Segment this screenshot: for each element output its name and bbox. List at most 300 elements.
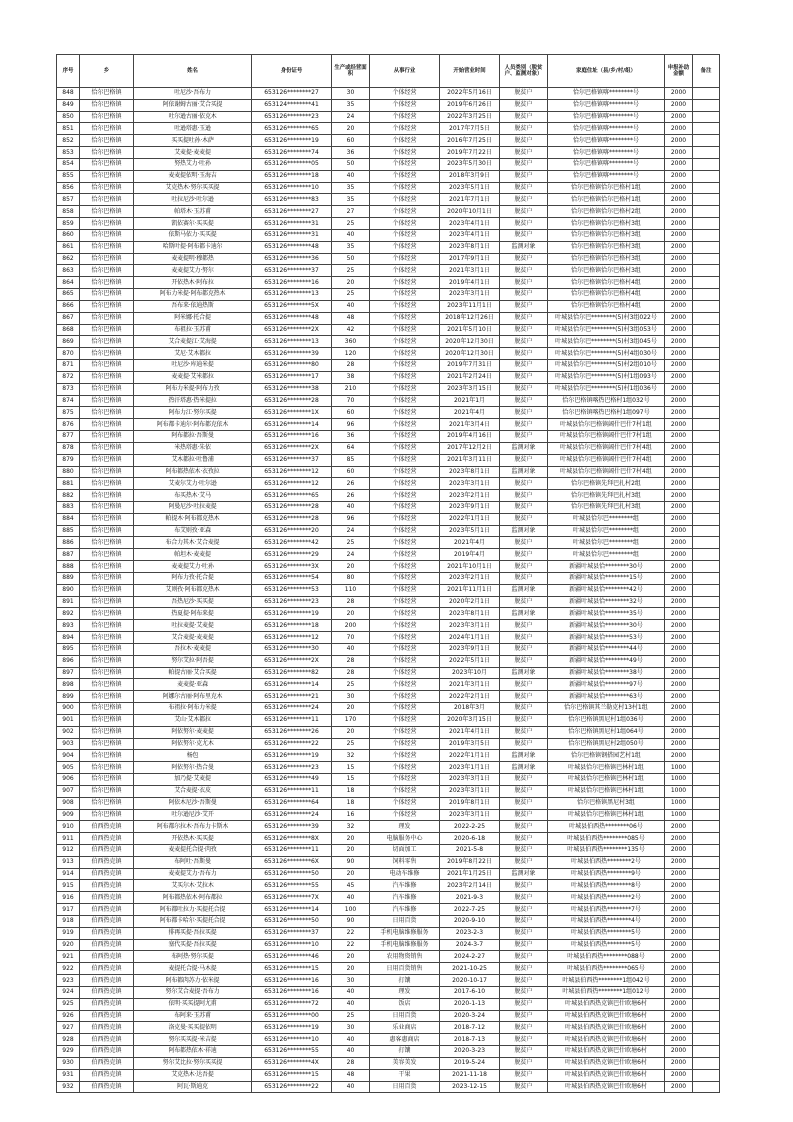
cell-address: 叶城县恰尔巴********(5)村1组093号: [548, 371, 665, 383]
cell-address: 新疆叶城县恰********35号: [548, 608, 665, 620]
cell-index: 921: [57, 951, 80, 963]
cell-id-number: 653126********48: [252, 241, 332, 253]
cell-amount: 2000: [665, 726, 693, 738]
table-row: [57, 833, 720, 845]
cell-township: 恰尔巴格镇: [80, 561, 134, 573]
cell-start-date: 2023年10月: [440, 667, 500, 679]
cell-category: 脱贫户: [500, 501, 548, 513]
table-row: [57, 501, 720, 513]
cell-index: 879: [57, 454, 80, 466]
cell-remarks: [693, 738, 720, 750]
cell-amount: 2000: [665, 206, 693, 218]
table-row: [57, 608, 720, 620]
cell-industry: 日用百货: [370, 915, 440, 927]
cell-industry: 个体经营: [370, 371, 440, 383]
table-row: [57, 1046, 720, 1058]
cell-start-date: 2020-3-23: [440, 1046, 500, 1058]
cell-address: 叶城县恰尔巴格镇巴林村1组: [548, 785, 665, 797]
cell-remarks: [693, 774, 720, 786]
cell-name: 艾买尔木·艾拉木: [134, 880, 252, 892]
cell-remarks: [693, 868, 720, 880]
cell-address: 恰尔巴格镇喀********号: [548, 147, 665, 159]
table-row: [57, 821, 720, 833]
cell-name: 艾麦提·麦麦提: [134, 147, 252, 159]
cell-start-date: 2016年7月25日: [440, 135, 500, 147]
cell-township: 伯西热克镇: [80, 915, 134, 927]
cell-address: 恰尔巴格镇喀********号: [548, 170, 665, 182]
cell-area: 16: [332, 809, 370, 821]
cell-area: 32: [332, 821, 370, 833]
cell-index: 849: [57, 99, 80, 111]
cell-township: 恰尔巴格镇: [80, 442, 134, 454]
cell-amount: 2000: [665, 513, 693, 525]
cell-id-number: 653126********28: [252, 513, 332, 525]
cell-remarks: [693, 785, 720, 797]
cell-remarks: [693, 845, 720, 857]
cell-amount: 2000: [665, 300, 693, 312]
cell-township: 伯西热克镇: [80, 833, 134, 845]
cell-index: 867: [57, 312, 80, 324]
cell-name: 吾布来·依迪热斯: [134, 300, 252, 312]
cell-category: 脱贫户: [500, 182, 548, 194]
cell-amount: 2000: [665, 229, 693, 241]
cell-remarks: [693, 809, 720, 821]
cell-category: 脱贫户: [500, 194, 548, 206]
cell-start-date: 2019年4月16日: [440, 431, 500, 443]
cell-amount: 1000: [665, 797, 693, 809]
cell-industry: 个体经营: [370, 229, 440, 241]
cell-area: 40: [332, 170, 370, 182]
cell-category: 脱贫户: [500, 904, 548, 916]
cell-remarks: [693, 289, 720, 301]
cell-id-number: 653126********18: [252, 170, 332, 182]
cell-id-number: 653126********50: [252, 915, 332, 927]
cell-remarks: [693, 892, 720, 904]
col-header-name: 姓名: [134, 55, 252, 88]
cell-category: 脱贫户: [500, 300, 548, 312]
cell-start-date: 2018-7-13: [440, 1034, 500, 1046]
cell-category: 脱贫户: [500, 655, 548, 667]
cell-index: 929: [57, 1046, 80, 1058]
table-row: [57, 951, 720, 963]
table-row: [57, 348, 720, 360]
cell-name: 吐尼沙·库迪米提: [134, 360, 252, 372]
cell-index: 894: [57, 632, 80, 644]
cell-index: 852: [57, 135, 80, 147]
cell-name: 阿依木尼沙·吾斯曼: [134, 797, 252, 809]
cell-industry: 个体经营: [370, 513, 440, 525]
cell-area: 20: [332, 963, 370, 975]
cell-category: 脱贫户: [500, 963, 548, 975]
cell-id-number: 653126********17: [252, 371, 332, 383]
cell-address: 叶城县恰尔巴格镇阔什巴什7村4组: [548, 442, 665, 454]
cell-category: 脱贫户: [500, 1022, 548, 1034]
cell-address: 叶城县伯西热********135号: [548, 845, 665, 857]
cell-remarks: [693, 572, 720, 584]
cell-id-number: 653126********16: [252, 431, 332, 443]
table-row: [57, 360, 720, 372]
cell-address: 叶城县恰尔巴********组: [548, 537, 665, 549]
cell-id-number: 653126********5X: [252, 300, 332, 312]
cell-category: 监测对象: [500, 442, 548, 454]
cell-index: 917: [57, 904, 80, 916]
cell-index: 868: [57, 324, 80, 336]
cell-township: 恰尔巴格镇: [80, 194, 134, 206]
cell-address: 叶城县伯西热********085号: [548, 833, 665, 845]
cell-category: 脱贫户: [500, 856, 548, 868]
cell-amount: 2000: [665, 336, 693, 348]
cell-start-date: 2023年3月1日: [440, 620, 500, 632]
cell-index: 926: [57, 1010, 80, 1022]
cell-id-number: 653126********7X: [252, 892, 332, 904]
cell-index: 897: [57, 667, 80, 679]
cell-category: 脱贫户: [500, 975, 548, 987]
table-row: [57, 655, 720, 667]
cell-start-date: 2022年5月16日: [440, 88, 500, 100]
cell-township: 恰尔巴格镇: [80, 785, 134, 797]
cell-category: 脱贫户: [500, 324, 548, 336]
cell-name: 帕提木·阿布都克热木: [134, 513, 252, 525]
cell-index: 905: [57, 762, 80, 774]
cell-name: 阿布力米提·阿布力孜: [134, 383, 252, 395]
cell-index: 922: [57, 963, 80, 975]
cell-start-date: 2023年11月1日: [440, 300, 500, 312]
cell-area: 24: [332, 525, 370, 537]
cell-township: 恰尔巴格镇: [80, 206, 134, 218]
cell-area: 360: [332, 336, 370, 348]
cell-category: 脱贫户: [500, 312, 548, 324]
table-row: [57, 845, 720, 857]
cell-amount: 2000: [665, 915, 693, 927]
table-row: [57, 300, 720, 312]
cell-industry: 个体经营: [370, 289, 440, 301]
cell-category: 脱贫户: [500, 407, 548, 419]
cell-industry: 个体经营: [370, 348, 440, 360]
cell-amount: 2000: [665, 703, 693, 715]
cell-name: 买买提吐孙·木萨: [134, 135, 252, 147]
cell-amount: 1000: [665, 774, 693, 786]
cell-township: 恰尔巴格镇: [80, 809, 134, 821]
cell-remarks: [693, 182, 720, 194]
table-row: [57, 265, 720, 277]
cell-start-date: 2023年5月1日: [440, 525, 500, 537]
cell-industry: 手机电脑维修服务: [370, 927, 440, 939]
cell-industry: 个体经营: [370, 99, 440, 111]
cell-township: 恰尔巴格镇: [80, 348, 134, 360]
cell-name: 阿布都热依木·祥迪: [134, 1046, 252, 1058]
cell-name: 麦提托合提·马木提: [134, 963, 252, 975]
cell-remarks: [693, 525, 720, 537]
cell-area: 45: [332, 880, 370, 892]
cell-remarks: [693, 383, 720, 395]
cell-index: 890: [57, 584, 80, 596]
cell-area: 26: [332, 490, 370, 502]
cell-remarks: [693, 324, 720, 336]
table-row: [57, 998, 720, 1010]
table-row: [57, 892, 720, 904]
cell-address: 叶城县伯西热********06号: [548, 821, 665, 833]
cell-name: 开依热木·阿布拉: [134, 277, 252, 289]
cell-index: 928: [57, 1034, 80, 1046]
cell-township: 恰尔巴格镇: [80, 218, 134, 230]
cell-address: 恰尔巴格镇黑尼村2组050号: [548, 738, 665, 750]
cell-index: 873: [57, 383, 80, 395]
cell-category: 脱贫户: [500, 785, 548, 797]
cell-industry: 个体经营: [370, 442, 440, 454]
table-row: [57, 1081, 720, 1093]
cell-address: 叶城县恰尔巴********(5)村2组010号: [548, 360, 665, 372]
cell-index: 909: [57, 809, 80, 821]
cell-id-number: 653126********23: [252, 111, 332, 123]
cell-index: 882: [57, 490, 80, 502]
cell-area: 25: [332, 738, 370, 750]
table-row: [57, 289, 720, 301]
cell-amount: 2000: [665, 111, 693, 123]
cell-amount: 2000: [665, 750, 693, 762]
cell-start-date: 2021-11-18: [440, 1069, 500, 1081]
cell-name: 艾麦尔艾力·吐尔逊: [134, 478, 252, 490]
cell-industry: 日用百货: [370, 1081, 440, 1093]
cell-id-number: 653126********48: [252, 312, 332, 324]
cell-remarks: [693, 880, 720, 892]
cell-address: 叶城县伯西热********1组042号: [548, 975, 665, 987]
cell-industry: 个体经营: [370, 809, 440, 821]
cell-address: 恰尔巴格镇恰尔巴格村1组: [548, 194, 665, 206]
cell-category: 脱贫户: [500, 111, 548, 123]
cell-name: 艾木都拉·吐鲁浦: [134, 454, 252, 466]
cell-name: 依斯马依力·买买提: [134, 229, 252, 241]
table-row: [57, 584, 720, 596]
cell-category: 脱贫户: [500, 360, 548, 372]
cell-address: 叶城县恰尔巴格镇阔什巴什7村1组: [548, 431, 665, 443]
cell-area: 40: [332, 300, 370, 312]
cell-township: 伯西热克镇: [80, 1034, 134, 1046]
cell-remarks: [693, 312, 720, 324]
cell-industry: 个体经营: [370, 738, 440, 750]
cell-amount: 2000: [665, 1046, 693, 1058]
cell-industry: 切面加工: [370, 845, 440, 857]
cell-name: 麦麦提艾力·吾布力: [134, 868, 252, 880]
cell-start-date: 2021年5月10日: [440, 324, 500, 336]
cell-start-date: 2018年3月9日: [440, 170, 500, 182]
table-row: [57, 135, 720, 147]
table-row: [57, 774, 720, 786]
cell-name: 洛克曼·买买提依明: [134, 1022, 252, 1034]
cell-remarks: [693, 833, 720, 845]
cell-industry: 个体经营: [370, 478, 440, 490]
cell-township: 恰尔巴格镇: [80, 229, 134, 241]
cell-township: 伯西热克镇: [80, 963, 134, 975]
cell-amount: 2000: [665, 253, 693, 265]
cell-category: 脱贫户: [500, 821, 548, 833]
cell-township: 伯西热克镇: [80, 821, 134, 833]
cell-remarks: [693, 170, 720, 182]
cell-address: 恰尔巴格镇先拜巴扎村3组: [548, 490, 665, 502]
table-row: [57, 927, 720, 939]
cell-remarks: [693, 194, 720, 206]
cell-township: 恰尔巴格镇: [80, 513, 134, 525]
cell-address: 恰尔巴格镇喀********号: [548, 99, 665, 111]
cell-area: 60: [332, 466, 370, 478]
cell-name: 阿娜尔古丽·阿布里克木: [134, 691, 252, 703]
cell-area: 25: [332, 1010, 370, 1022]
cell-name: 艾合麦提·麦麦提: [134, 632, 252, 644]
table-row: [57, 880, 720, 892]
cell-area: 20: [332, 561, 370, 573]
cell-start-date: 2023年3月15日: [440, 383, 500, 395]
cell-id-number: 653126********37: [252, 265, 332, 277]
cell-category: 脱贫户: [500, 135, 548, 147]
cell-start-date: 2021年11月1日: [440, 584, 500, 596]
cell-category: 脱贫户: [500, 1034, 548, 1046]
cell-address: 新疆叶城县恰********53号: [548, 632, 665, 644]
cell-area: 40: [332, 998, 370, 1010]
cell-category: 脱贫户: [500, 395, 548, 407]
cell-township: 恰尔巴格镇: [80, 572, 134, 584]
cell-start-date: 2023年1月1日: [440, 762, 500, 774]
cell-start-date: 2023年8月1日: [440, 608, 500, 620]
cell-id-number: 653126********11: [252, 714, 332, 726]
table-row: [57, 419, 720, 431]
cell-township: 伯西热克镇: [80, 1057, 134, 1069]
cell-address: 新疆叶城县恰********30号: [548, 561, 665, 573]
cell-start-date: 2017年12月2日: [440, 442, 500, 454]
cell-address: 恰尔巴格镇恰尔巴格村1组: [548, 182, 665, 194]
cell-name: 哈斯叶提·阿布都卡迪尔: [134, 241, 252, 253]
cell-amount: 2000: [665, 170, 693, 182]
cell-area: 40: [332, 643, 370, 655]
cell-start-date: 2021年10月1日: [440, 561, 500, 573]
cell-township: 伯西热克镇: [80, 1022, 134, 1034]
cell-index: 898: [57, 679, 80, 691]
cell-category: 监测对象: [500, 667, 548, 679]
cell-industry: 个体经营: [370, 726, 440, 738]
cell-address: 叶城县伯西热********8号: [548, 880, 665, 892]
cell-name: 帕塔木·玉苏甫: [134, 206, 252, 218]
cell-category: 脱贫户: [500, 951, 548, 963]
cell-category: 脱贫户: [500, 170, 548, 182]
cell-township: 恰尔巴格镇: [80, 360, 134, 372]
cell-address: 叶城县恰尔巴********(5)村4组030号: [548, 348, 665, 360]
cell-industry: 个体经营: [370, 714, 440, 726]
cell-amount: 2000: [665, 431, 693, 443]
cell-index: 858: [57, 206, 80, 218]
cell-id-number: 653126********82: [252, 667, 332, 679]
cell-category: 脱贫户: [500, 703, 548, 715]
cell-category: 脱贫户: [500, 892, 548, 904]
cell-name: 热汗塔惠·热米提拉: [134, 395, 252, 407]
cell-index: 901: [57, 714, 80, 726]
cell-id-number: 653126********31: [252, 229, 332, 241]
cell-area: 30: [332, 975, 370, 987]
cell-index: 872: [57, 371, 80, 383]
table-row: [57, 679, 720, 691]
cell-amount: 2000: [665, 442, 693, 454]
cell-index: 863: [57, 265, 80, 277]
cell-township: 恰尔巴格镇: [80, 111, 134, 123]
cell-name: 阿米娜·托合提: [134, 312, 252, 324]
cell-name: 艾克热木·达吾提: [134, 1069, 252, 1081]
cell-remarks: [693, 679, 720, 691]
cell-remarks: [693, 691, 720, 703]
cell-industry: 个体经营: [370, 797, 440, 809]
cell-start-date: 2023年3月1日: [440, 289, 500, 301]
cell-amount: 2000: [665, 1081, 693, 1093]
cell-name: 麦麦提托合提·肉孜: [134, 845, 252, 857]
table-row: [57, 632, 720, 644]
cell-id-number: 653126********15: [252, 963, 332, 975]
cell-amount: 2000: [665, 821, 693, 833]
cell-amount: 2000: [665, 182, 693, 194]
cell-amount: 2000: [665, 1057, 693, 1069]
cell-id-number: 653126********00: [252, 1010, 332, 1022]
cell-remarks: [693, 265, 720, 277]
cell-township: 恰尔巴格镇: [80, 158, 134, 170]
cell-industry: 打馕: [370, 1046, 440, 1058]
cell-area: 22: [332, 939, 370, 951]
table-row: [57, 643, 720, 655]
cell-id-number: 653126********24: [252, 809, 332, 821]
cell-industry: 个体经营: [370, 632, 440, 644]
cell-name: 塞代买提·吾拉买提: [134, 939, 252, 951]
cell-remarks: [693, 596, 720, 608]
cell-township: 恰尔巴格镇: [80, 147, 134, 159]
cell-industry: 个体经营: [370, 549, 440, 561]
cell-category: 脱贫户: [500, 289, 548, 301]
cell-id-number: 653126********2X: [252, 442, 332, 454]
cell-amount: 2000: [665, 951, 693, 963]
cell-area: 20: [332, 277, 370, 289]
cell-index: 853: [57, 147, 80, 159]
cell-start-date: 2021年2月24日: [440, 371, 500, 383]
cell-township: 伯西热克镇: [80, 998, 134, 1010]
cell-area: 96: [332, 419, 370, 431]
cell-address: 新疆叶城县恰********15号: [548, 572, 665, 584]
cell-area: 200: [332, 620, 370, 632]
cell-name: 帕提古丽·艾合买提: [134, 667, 252, 679]
table-row: [57, 620, 720, 632]
cell-index: 854: [57, 158, 80, 170]
cell-name: 阿布都吐拉力·买提托合提: [134, 904, 252, 916]
cell-category: 脱贫户: [500, 454, 548, 466]
cell-township: 恰尔巴格镇: [80, 454, 134, 466]
cell-industry: 个体经营: [370, 750, 440, 762]
cell-index: 899: [57, 691, 80, 703]
cell-address: 恰尔巴格镇喀********号: [548, 88, 665, 100]
cell-address: 恰尔巴格镇恰尔巴格村4组: [548, 300, 665, 312]
cell-township: 伯西热克镇: [80, 845, 134, 857]
cell-id-number: 653126********27: [252, 88, 332, 100]
cell-address: 叶城县伯西热********5号: [548, 927, 665, 939]
cell-address: 新疆叶城县恰********63号: [548, 691, 665, 703]
cell-index: 876: [57, 419, 80, 431]
cell-start-date: 2019年3月5日: [440, 738, 500, 750]
cell-name: 布合力其木·艾合麦提: [134, 537, 252, 549]
cell-area: 40: [332, 1046, 370, 1058]
cell-remarks: [693, 537, 720, 549]
cell-industry: 个体经营: [370, 419, 440, 431]
cell-area: 35: [332, 194, 370, 206]
cell-index: 931: [57, 1069, 80, 1081]
cell-address: 新疆叶城县恰********32号: [548, 596, 665, 608]
cell-area: 90: [332, 915, 370, 927]
cell-start-date: 2021年4月: [440, 537, 500, 549]
cell-id-number: 653126********24: [252, 703, 332, 715]
cell-township: 恰尔巴格镇: [80, 703, 134, 715]
cell-township: 恰尔巴格镇: [80, 371, 134, 383]
table-row: [57, 1022, 720, 1034]
cell-start-date: 2019年4月1日: [440, 277, 500, 289]
